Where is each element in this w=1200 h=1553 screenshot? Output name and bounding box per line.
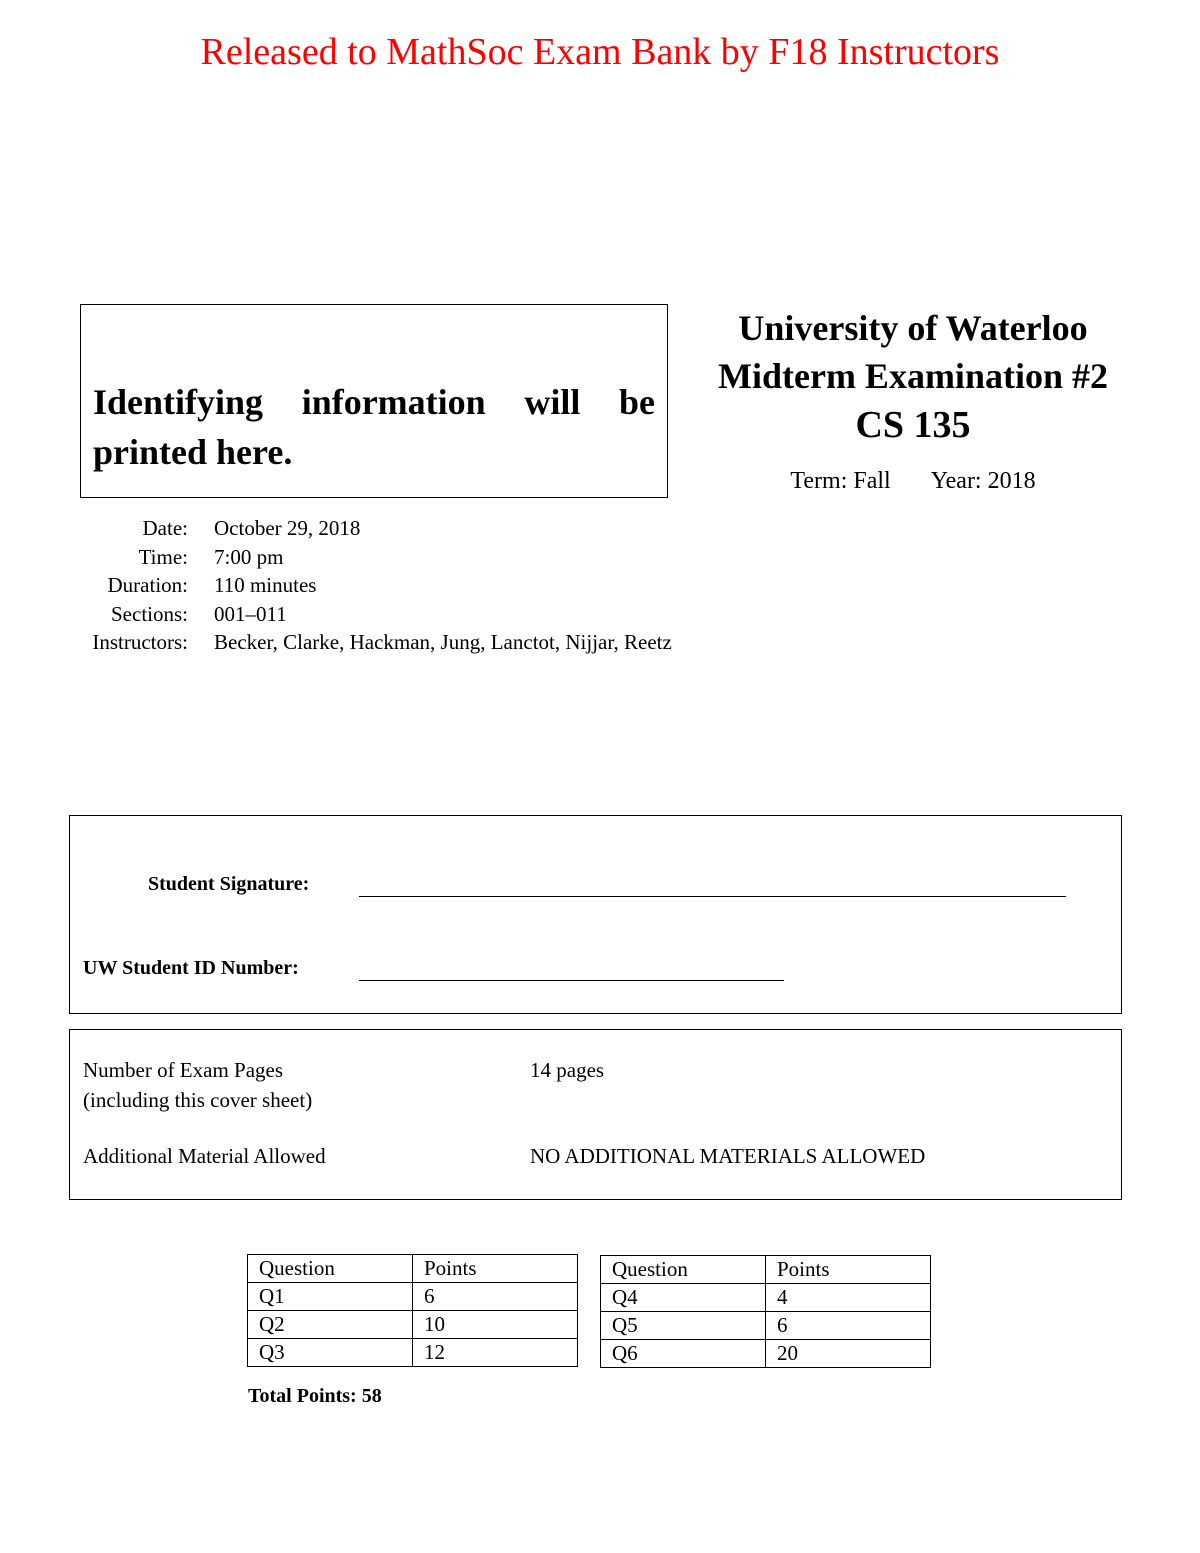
table-row: Q1 6 — [248, 1283, 578, 1311]
pages-label: Number of Exam Pages — [83, 1058, 284, 1082]
total-points: Total Points: 58 — [248, 1385, 382, 1407]
student-id-line[interactable] — [359, 980, 784, 981]
material-value: NO ADDITIONAL MATERIALS ALLOWED — [530, 1144, 926, 1168]
table-row: Q5 6 — [601, 1312, 931, 1340]
table-row: Question Points — [601, 1256, 931, 1284]
info-row-instructors: Instructors: Becker, Clarke, Hackman, Jung, Lanctot, Nijjar, Reetz — [92, 630, 672, 654]
signature-label: Student Signature: — [148, 873, 310, 895]
university-name: University of Waterloo — [738, 308, 1088, 348]
course-code: CS 135 — [855, 404, 971, 446]
materials-box — [69, 1029, 1122, 1200]
term: Term: Fall — [790, 468, 891, 494]
term-year — [688, 468, 1138, 495]
material-label: Additional Material Allowed — [83, 1144, 326, 1168]
signature-box — [69, 815, 1122, 1014]
identifying-info-text: Identifying information will be printed here. — [93, 382, 655, 472]
info-row-duration: Duration: 110 minutes — [107, 573, 317, 597]
table-row: Q4 4 — [601, 1284, 931, 1312]
identifying-info-box — [80, 304, 668, 498]
info-row-date: Date: October 29, 2018 — [142, 516, 361, 540]
table-row: Q3 12 — [248, 1339, 578, 1367]
year: Year: 2018 — [930, 468, 1036, 494]
exam-header — [688, 304, 1138, 495]
info-row-sections: Sections: 001–011 — [111, 601, 287, 626]
points-table-right — [600, 1255, 931, 1368]
table-row: Q2 10 — [248, 1311, 578, 1339]
pages-value: 14 pages — [530, 1058, 605, 1082]
points-table-left — [247, 1254, 578, 1367]
info-row-time: Time: 7:00 pm — [138, 544, 284, 569]
table-row: Q6 20 — [601, 1340, 931, 1368]
student-id-label: UW Student ID Number: — [83, 957, 299, 979]
exam-title: Midterm Examination #2 — [718, 356, 1108, 396]
signature-line[interactable] — [359, 896, 1066, 897]
table-row: Question Points — [248, 1255, 578, 1283]
exam-bank-banner: Released to MathSoc Exam Bank by F18 Instructors — [200, 31, 1000, 73]
pages-sub: (including this cover sheet) — [83, 1088, 313, 1112]
exam-info — [80, 514, 672, 657]
